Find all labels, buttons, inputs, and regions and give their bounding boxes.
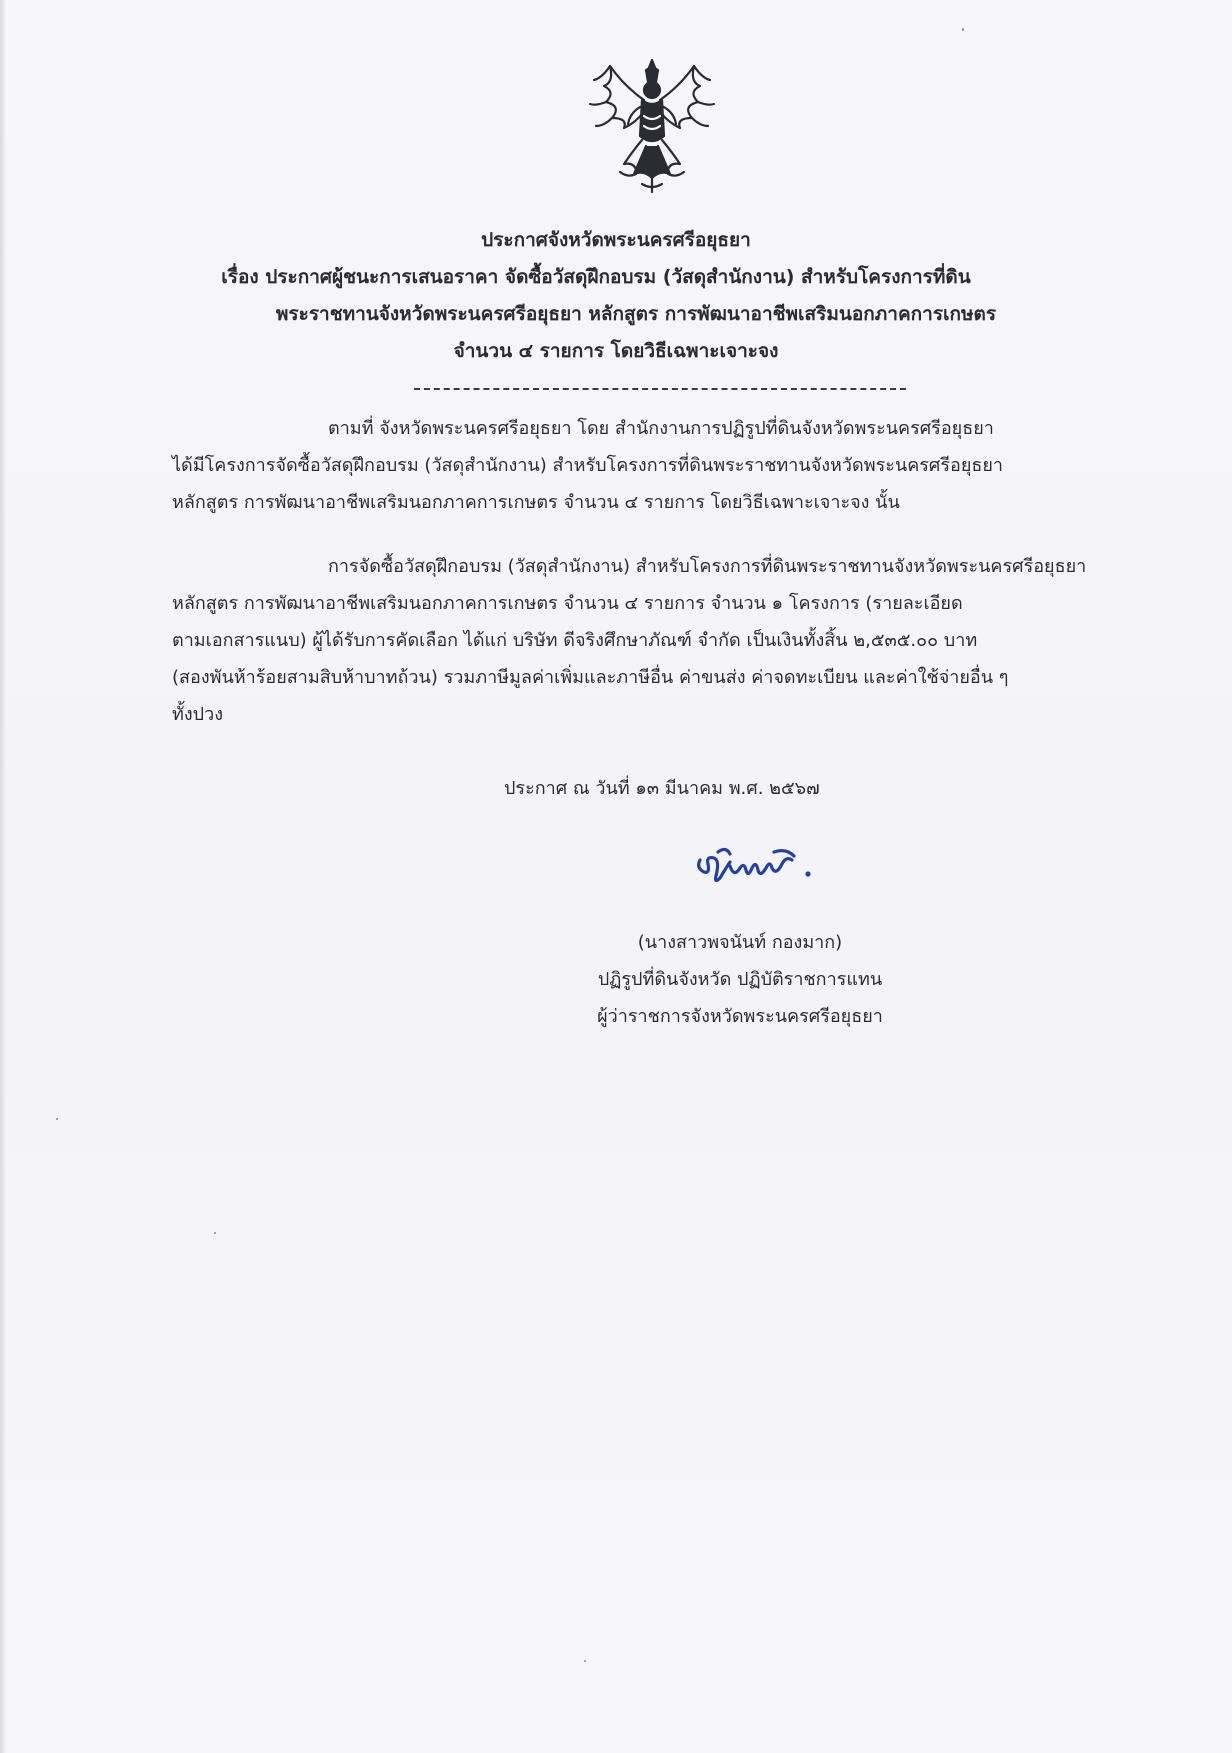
paragraph-line: (สองพันห้าร้อยสามสิบห้าบาทถ้วน) รวมภาษีมูลค่าเพิ่มและภาษีอื่น ค่าขนส่ง ค่าจดทะเบียน และค่าใช้จ่ายอื่น ๆ xyxy=(172,667,1009,688)
paragraph-line: ทั้งปวง xyxy=(172,704,223,725)
scan-speck xyxy=(214,1232,216,1234)
paragraph-line: หลักสูตร การพัฒนาอาชีพเสริมนอกภาคการเกษตร จำนวน ๔ รายการ จำนวน ๑ โครงการ (รายละเอียด xyxy=(172,593,963,614)
document-title: ประกาศจังหวัดพระนครศรีอยุธยา xyxy=(481,229,751,251)
subject-line-1: เรื่อง ประกาศผู้ชนะการเสนอราคา จัดซื้อวัสดุฝึกอบรม (วัสดุสำนักงาน) สำหรับโครงการที่ดิน xyxy=(221,266,971,288)
announcement-date: ประกาศ ณ วันที่ ๑๓ มีนาคม พ.ศ. ๒๕๖๗ xyxy=(504,778,820,799)
paragraph-line: ตามเอกสารแนบ) ผู้ได้รับการคัดเลือก ได้แก่ บริษัท ดีจริงศึกษาภัณฑ์ จำกัด เป็นเงินทั้งสิ้น ๒,๕๓๕.๐๐ บาท xyxy=(172,630,978,651)
announcement-heading xyxy=(120,222,1112,370)
scan-edge xyxy=(0,0,6,1753)
dashed-divider xyxy=(414,388,906,390)
subject-line-3: จำนวน ๔ รายการ โดยวิธีเฉพาะเจาะจง xyxy=(453,340,779,362)
scan-speck xyxy=(56,1118,58,1120)
paragraph-line: ตามที่ จังหวัดพระนครศรีอยุธยา โดย สำนักงานการปฏิรูปที่ดินจังหวัดพระนครศรีอยุธยา xyxy=(328,418,994,439)
handwritten-signature-icon xyxy=(690,838,820,898)
signer-position: ปฏิรูปที่ดินจังหวัด ปฏิบัติราชการแทน xyxy=(597,969,883,990)
scan-speck xyxy=(962,28,964,31)
signer-name: (นางสาวพจนันท์ กองมาก) xyxy=(637,932,843,953)
signer-position: ผู้ว่าราชการจังหวัดพระนครศรีอยุธยา xyxy=(597,1006,883,1027)
garuda-emblem-icon xyxy=(584,56,720,196)
signer-block xyxy=(560,924,920,1035)
paragraph-line: หลักสูตร การพัฒนาอาชีพเสริมนอกภาคการเกษตร จำนวน ๔ รายการ โดยวิธีเฉพาะเจาะจง นั้น xyxy=(172,492,900,513)
subject-line-2: พระราชทานจังหวัดพระนครศรีอยุธยา หลักสูตร การพัฒนาอาชีพเสริมนอกภาคการเกษตร xyxy=(275,303,997,325)
paragraph-line: การจัดซื้อวัสดุฝึกอบรม (วัสดุสำนักงาน) สำหรับโครงการที่ดินพระราชทานจังหวัดพระนครศรีอยุธยา xyxy=(328,556,1087,577)
paragraph-2 xyxy=(172,548,1122,733)
paragraph-line: ได้มีโครงการจัดซื้อวัสดุฝึกอบรม (วัสดุสำนักงาน) สำหรับโครงการที่ดินพระราชทานจังหวัดพระนครศรีอยุธยา xyxy=(172,455,1004,476)
scan-speck xyxy=(584,1660,586,1662)
paragraph-1 xyxy=(172,410,1122,521)
